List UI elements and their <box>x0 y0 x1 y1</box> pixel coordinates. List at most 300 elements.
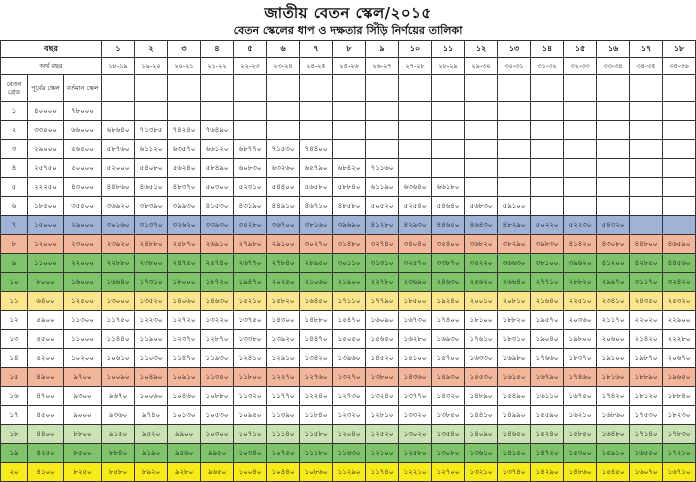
step-value-cell <box>663 159 696 178</box>
step-value-cell: ২১৪২০ <box>630 330 663 349</box>
step-value-cell: ২১১৭০ <box>597 311 630 330</box>
step-value-cell: ২৫৬২০ <box>465 273 498 292</box>
step-value-cell: ৬১১২০ <box>135 140 168 159</box>
column-label-row <box>1 75 696 102</box>
step-value-cell: ১০৫৩০ <box>201 406 234 425</box>
step-value-cell: ১৮১০০ <box>465 311 498 330</box>
step-value-cell <box>498 159 531 178</box>
step-value-cell: ১৭৪২০ <box>597 387 630 406</box>
step-value-cell: ৫২৩১০ <box>234 178 267 197</box>
step-value-cell: ১৮৮৯০ <box>630 368 663 387</box>
current-scale-cell: ১১০০০ <box>64 330 102 349</box>
step-value-cell: ১২৭০০ <box>432 463 465 482</box>
step-value-cell: ২৩৯২০ <box>102 235 135 254</box>
step-value-cell: ১৫৪৭০ <box>333 311 366 330</box>
grade-cell: ৫ <box>1 178 28 197</box>
step-number-cell: ২ <box>135 41 168 58</box>
step-value-cell: ১২৩৭০ <box>168 330 201 349</box>
step-value-cell: ১৫২৪০ <box>531 425 564 444</box>
fiscal-year-cell: ২০-২১ <box>168 58 201 75</box>
step-number-cell: ১৫ <box>564 41 597 58</box>
step-value-cell: ৫০৩০০ <box>201 178 234 197</box>
grade-row <box>1 406 696 425</box>
fiscal-year-cell: ৩২-৩৩ <box>564 58 597 75</box>
step-value-cell: ১৭৮৩০ <box>663 425 696 444</box>
step-value-cell: ১৩২৭০ <box>333 368 366 387</box>
empty-cell <box>564 75 597 102</box>
prev-scale-cell: ১২০০০ <box>28 235 64 254</box>
step-number-cell: ৮ <box>333 41 366 58</box>
step-value-cell: ১৩৬১০ <box>465 444 498 463</box>
step-value-cell: ১৫৬৫০ <box>366 330 399 349</box>
step-value-cell: ১৩৭৭০ <box>399 387 432 406</box>
step-value-cell <box>234 102 267 121</box>
step-value-cell: ৪২৮৫০ <box>630 254 663 273</box>
step-value-cell: ১৪৬৩০ <box>201 292 234 311</box>
step-value-cell: ১৩৯২০ <box>267 330 300 349</box>
step-value-cell: ১১৮৪০ <box>300 406 333 425</box>
grade-cell: ৬ <box>1 197 28 216</box>
step-value-cell: ৯১৫০ <box>102 425 135 444</box>
fiscal-label: অর্থ বছর <box>1 58 102 75</box>
step-value-cell: ১৪০৯০ <box>465 425 498 444</box>
grade-row <box>1 197 696 216</box>
step-value-cell: ১৩৭৫০ <box>234 311 267 330</box>
step-value-cell: ১৬৪৫০ <box>300 292 333 311</box>
empty-cell <box>663 75 696 102</box>
step-value-cell <box>564 102 597 121</box>
step-value-cell: ২১৯০০ <box>333 273 366 292</box>
step-value-cell: ১২২৪০ <box>300 387 333 406</box>
empty-cell <box>168 75 201 102</box>
grade-row <box>1 121 696 140</box>
grade-cell: ৪ <box>1 159 28 178</box>
step-value-cell: ১৪৩৬০ <box>399 368 432 387</box>
step-value-cell <box>234 121 267 140</box>
step-value-cell: ৪১৪২০ <box>564 235 597 254</box>
step-value-cell: ১৬৭৩০ <box>399 311 432 330</box>
step-value-cell: ৩২৭৪০ <box>366 235 399 254</box>
step-value-cell: ৫০২২০ <box>531 216 564 235</box>
step-value-cell: ১৭৬৬০ <box>531 349 564 368</box>
step-value-cell <box>630 159 663 178</box>
step-value-cell: ৩৯৯৩০ <box>168 197 201 216</box>
step-value-cell: ৪১২৮০ <box>366 216 399 235</box>
step-value-cell: ১৪১৫০ <box>498 444 531 463</box>
step-value-cell: ১৫৪৫০ <box>597 463 630 482</box>
grade-row <box>1 463 696 482</box>
step-value-cell: ৩৬৬৩০ <box>498 254 531 273</box>
step-value-cell: ৩৪০৪০ <box>399 235 432 254</box>
step-value-cell: ১৪৪১০ <box>465 406 498 425</box>
current-scale-cell: ১১৩০০ <box>64 311 102 330</box>
step-value-cell: ১৭৫৩০ <box>630 406 663 425</box>
empty-cell <box>102 75 135 102</box>
step-value-cell: ১০৪৪০ <box>267 463 300 482</box>
step-value-cell: ৪৩১৯০ <box>234 197 267 216</box>
empty-cell <box>399 75 432 102</box>
current-scale-cell: ১২৫০০ <box>64 292 102 311</box>
step-value-cell: ১২৭২০ <box>168 311 201 330</box>
step-value-cell: ৫২২৩০ <box>564 216 597 235</box>
step-value-cell: ৫৮৭৬০ <box>102 140 135 159</box>
step-value-cell: ১৩৩২০ <box>399 406 432 425</box>
step-value-cell: ১১৩৯০ <box>267 406 300 425</box>
grade-row <box>1 254 696 273</box>
step-value-cell <box>564 140 597 159</box>
step-value-cell: ৩৮১০০ <box>531 254 564 273</box>
step-value-cell: ২৪৮৮০ <box>135 235 168 254</box>
step-value-cell: ১৯১০০ <box>597 349 630 368</box>
grade-cell: ১৮ <box>1 425 28 444</box>
step-value-cell <box>498 178 531 197</box>
grade-cell: ১৯ <box>1 444 28 463</box>
step-value-cell: ১১৯০০ <box>135 330 168 349</box>
step-value-cell: ১০৮৮০ <box>201 387 234 406</box>
step-value-cell: ১৬৮৬০ <box>597 406 630 425</box>
step-value-cell: ১২৫২০ <box>366 425 399 444</box>
fiscal-year-cell: ৩৫-৩৬ <box>663 58 696 75</box>
step-value-cell: ৩৩৮৭০ <box>432 254 465 273</box>
step-value-cell <box>135 102 168 121</box>
step-value-cell: ১৫৭০০ <box>432 349 465 368</box>
step-value-cell: ১৪৮৮০ <box>300 311 333 330</box>
step-value-cell: ২৩৪১০ <box>597 292 630 311</box>
step-header-row <box>1 41 696 58</box>
step-value-cell: ১৪০৬০ <box>168 292 201 311</box>
step-value-cell: ৩১৩৭০ <box>135 216 168 235</box>
step-number-cell: ৭ <box>300 41 333 58</box>
step-value-cell <box>201 102 234 121</box>
step-value-cell: ১১৩৫০ <box>201 368 234 387</box>
step-value-cell: ১৯৮০০ <box>564 330 597 349</box>
prev-scale-cell: ২৫৭৫০ <box>28 159 64 178</box>
grade-cell: ২ <box>1 121 28 140</box>
step-number-cell: ১১ <box>432 41 465 58</box>
step-value-cell: ৪৮২৯০ <box>498 216 531 235</box>
step-value-cell <box>597 121 630 140</box>
current-scale-cell: ২২০০০ <box>64 254 102 273</box>
grade-row <box>1 311 696 330</box>
step-value-cell: ৬৬১৮০ <box>432 178 465 197</box>
step-value-cell: ১৪২৯০ <box>531 463 564 482</box>
step-value-cell <box>102 102 135 121</box>
step-value-cell: ১৮৫০০ <box>399 292 432 311</box>
step-value-cell <box>630 216 663 235</box>
year-label: বছর <box>1 41 102 58</box>
step-number-cell: ১৩ <box>498 41 531 58</box>
step-value-cell: ১৩৮৫০ <box>432 406 465 425</box>
empty-cell <box>234 75 267 102</box>
step-value-cell: ২৫৩২০ <box>663 292 696 311</box>
step-value-cell: ২৭৮৪০ <box>267 254 300 273</box>
step-value-cell: ৪৪৯১০ <box>267 197 300 216</box>
prev-scale-cell: ১৫০০০ <box>28 216 64 235</box>
step-value-cell: ১১৭৪০ <box>366 463 399 482</box>
step-value-cell: ২০৮১০ <box>498 292 531 311</box>
step-value-cell: ১০৩০০ <box>201 425 234 444</box>
prev-scale-cell: ৫৫০০ <box>28 330 64 349</box>
step-value-cell: ১৬৪৮০ <box>597 425 630 444</box>
step-value-cell: ১১৯৩০ <box>201 349 234 368</box>
step-value-cell: ২৯৯৭০ <box>597 273 630 292</box>
step-value-cell: ১০০৪০ <box>234 463 267 482</box>
step-value-cell: ২২৯০০ <box>663 311 696 330</box>
grade-cell: ১৫ <box>1 368 28 387</box>
step-value-cell: ২৭৯৮০ <box>234 235 267 254</box>
step-value-cell: ১৩০৮০ <box>432 444 465 463</box>
step-value-cell: ৯২৮০ <box>168 463 201 482</box>
fiscal-year-row <box>1 58 696 75</box>
step-value-cell: ১৫১০০ <box>399 349 432 368</box>
step-value-cell: ১৩৭৪০ <box>498 463 531 482</box>
grade-row <box>1 330 696 349</box>
step-value-cell: ৪১৫৩০ <box>201 197 234 216</box>
step-value-cell <box>630 102 663 121</box>
step-value-cell <box>531 159 564 178</box>
step-number-cell: ১৬ <box>597 41 630 58</box>
empty-cell <box>531 75 564 102</box>
step-value-cell: ৩২৫৭০ <box>399 254 432 273</box>
step-value-cell: ২৫৭৪০ <box>201 254 234 273</box>
step-value-cell: ১৫৪৯০ <box>498 387 531 406</box>
step-value-cell: ১২০৪০ <box>333 425 366 444</box>
step-value-cell: ১৬২১০ <box>564 406 597 425</box>
fiscal-year-cell: ২১-২২ <box>201 58 234 75</box>
step-value-cell: ১১১৪০ <box>267 425 300 444</box>
current-scale-cell: ৮৫০০ <box>64 444 102 463</box>
step-value-cell: ৫৬২৪০ <box>168 159 201 178</box>
empty-cell <box>498 75 531 102</box>
fiscal-year-cell: ৩১-৩২ <box>531 58 564 75</box>
step-value-cell: ২১৬৪০ <box>531 292 564 311</box>
step-value-cell: ১৮১৬০ <box>597 368 630 387</box>
grade-cell: ৭ <box>1 216 28 235</box>
page-title: জাতীয় বেতন স্কেল/২০১৫ <box>264 4 432 22</box>
prev-scale-cell: ২২২৫০ <box>28 178 64 197</box>
step-value-cell: ৪৬৫৯০ <box>663 235 696 254</box>
step-value-cell: ১৬৬৪০ <box>102 273 135 292</box>
prev-scale-cell: ১১০০০ <box>28 254 64 273</box>
step-value-cell <box>465 121 498 140</box>
step-value-cell: ১৭৬১০ <box>465 330 498 349</box>
step-value-cell <box>663 216 696 235</box>
step-value-cell: ৩৫৪০০ <box>432 235 465 254</box>
step-number-cell: ৫ <box>234 41 267 58</box>
step-value-cell <box>564 197 597 216</box>
step-value-cell: ৫৮৮৪০ <box>333 178 366 197</box>
step-value-cell: ১৯২৪০ <box>432 292 465 311</box>
grade-cell: ২০ <box>1 463 28 482</box>
step-value-cell: ২৩৬৯০ <box>399 273 432 292</box>
step-value-cell <box>267 121 300 140</box>
step-value-cell <box>597 178 630 197</box>
step-value-cell <box>267 102 300 121</box>
empty-cell <box>135 75 168 102</box>
step-value-cell: ৩২৪২০ <box>663 273 696 292</box>
prev-scale-cell: ৪১০০ <box>28 463 64 482</box>
current-scale-cell: ৪৩০০০ <box>64 178 102 197</box>
step-value-cell: ১৫২১০ <box>234 292 267 311</box>
step-value-cell: ৬৩৬৪০ <box>399 178 432 197</box>
step-value-cell: ৩৩৯৩০ <box>201 216 234 235</box>
step-value-cell <box>531 178 564 197</box>
step-value-cell: ১৬৯৩০ <box>432 330 465 349</box>
grade-row <box>1 444 696 463</box>
prev-scale-cell: ৪৯০০ <box>28 368 64 387</box>
step-value-cell: ৯৭৪০ <box>135 406 168 425</box>
empty-cell <box>432 75 465 102</box>
grade-row <box>1 387 696 406</box>
step-value-cell <box>465 102 498 121</box>
prev-scale-cell: ৪২৫০ <box>28 444 64 463</box>
step-value-cell <box>531 121 564 140</box>
step-value-cell: ১৭১৪০ <box>630 425 663 444</box>
step-value-cell: ১৪৮৯০ <box>465 387 498 406</box>
step-value-cell <box>630 197 663 216</box>
step-value-cell: ৩০১১০ <box>333 254 366 273</box>
prev-scale-label: পূর্বের স্কেল <box>28 75 64 102</box>
fiscal-year-cell: ২৭-২৮ <box>399 58 432 75</box>
step-value-cell <box>630 140 663 159</box>
step-value-cell: ১১১৮০ <box>300 444 333 463</box>
step-value-cell: ১২৩২০ <box>333 406 366 425</box>
prev-scale-cell: ৪৪০০ <box>28 425 64 444</box>
step-value-cell: ১২২১০ <box>399 463 432 482</box>
step-value-cell: ৩২৬২০ <box>168 216 201 235</box>
step-value-cell: ১৭৭৯০ <box>366 292 399 311</box>
step-value-cell <box>564 121 597 140</box>
step-value-cell: ৩৯৮৩০ <box>531 235 564 254</box>
step-value-cell: ১৩২৪০ <box>366 387 399 406</box>
grade-row <box>1 349 696 368</box>
step-value-cell: ১১৭৭০ <box>267 387 300 406</box>
step-value-cell: ১৬৯৮০ <box>498 349 531 368</box>
step-value-cell <box>630 178 663 197</box>
step-value-cell: ২৯১০০ <box>267 235 300 254</box>
step-value-cell <box>366 102 399 121</box>
step-value-cell <box>597 159 630 178</box>
prev-scale-cell: ৪০০০০ <box>28 102 64 121</box>
step-value-cell: ১৯৫৭০ <box>531 311 564 330</box>
step-value-cell: ১২১০০ <box>366 444 399 463</box>
empty-cell <box>630 75 663 102</box>
step-value-cell: ৪৪৬৫০ <box>432 216 465 235</box>
grade-row <box>1 368 696 387</box>
step-value-cell <box>498 140 531 159</box>
fiscal-year-cell: ৩৪-৩৫ <box>630 58 663 75</box>
step-value-cell: ৪১২০০ <box>597 254 630 273</box>
step-value-cell <box>597 197 630 216</box>
step-value-cell: ১৪৭২০ <box>531 444 564 463</box>
step-value-cell: ৯৬৭০ <box>102 387 135 406</box>
prev-scale-cell: ৫৯০০ <box>28 311 64 330</box>
step-value-cell: ২৪৭৫০ <box>168 254 201 273</box>
current-scale-cell: ৯৭০০ <box>64 368 102 387</box>
step-value-cell: ১২৪১০ <box>234 349 267 368</box>
grade-row <box>1 178 696 197</box>
step-value-cell: ১২৯১০ <box>267 349 300 368</box>
step-value-cell: ৯৯৫০ <box>201 444 234 463</box>
step-value-cell: ৫৪৪০০ <box>267 178 300 197</box>
step-value-cell: ১১৬৩০ <box>333 444 366 463</box>
step-value-cell <box>432 140 465 159</box>
fiscal-year-cell: ১৮-১৯ <box>102 58 135 75</box>
step-value-cell <box>399 140 432 159</box>
step-value-cell: ১৭১১০ <box>333 292 366 311</box>
step-value-cell: ১১৭৫০ <box>102 311 135 330</box>
empty-cell <box>465 75 498 102</box>
step-value-cell: ৮৫৮০ <box>102 463 135 482</box>
step-value-cell: ১১৫৮০ <box>300 425 333 444</box>
step-value-cell: ১০০৬০ <box>135 387 168 406</box>
grade-row <box>1 235 696 254</box>
current-scale-cell: ৯০০০ <box>64 406 102 425</box>
step-value-cell: ৩১৪৮০ <box>333 235 366 254</box>
step-value-cell: ৩১৩১০ <box>366 254 399 273</box>
fiscal-year-cell: ২৬-২৭ <box>366 58 399 75</box>
prev-scale-cell: ৫২০০ <box>28 349 64 368</box>
step-value-cell: ১১৪৪০ <box>102 330 135 349</box>
current-scale-cell: ৩৫৫০০ <box>64 197 102 216</box>
grade-row <box>1 102 696 121</box>
step-value-cell: ৫২৫৪০ <box>399 197 432 216</box>
step-value-cell: ১৩৯৬০ <box>333 349 366 368</box>
step-value-cell: ৪৬৭১০ <box>300 197 333 216</box>
step-value-cell: ৭১৩৮৫ <box>135 121 168 140</box>
step-value-cell: ২০০১০ <box>465 292 498 311</box>
step-value-cell: ১৪৮৬০ <box>564 463 597 482</box>
step-value-cell: ১০৭১০ <box>234 425 267 444</box>
step-value-cell: ৮৮৪০ <box>102 444 135 463</box>
step-value-cell: ৭১৫৩০ <box>267 140 300 159</box>
step-value-cell: ২৬৭৭০ <box>234 254 267 273</box>
step-value-cell: ৫৮৪৯০ <box>201 159 234 178</box>
step-value-cell: ১৮১২০ <box>630 387 663 406</box>
step-value-cell: ১৩৪২০ <box>300 349 333 368</box>
step-value-cell: ৩৬৯২০ <box>102 197 135 216</box>
step-value-cell: ৩১১৭০ <box>630 273 663 292</box>
step-value-cell: ৬৮৬৪০ <box>102 121 135 140</box>
step-value-cell: ৩৫২২০ <box>465 254 498 273</box>
step-value-cell: ২৪৩৫০ <box>630 292 663 311</box>
step-value-cell: ১২৭৬০ <box>300 368 333 387</box>
step-value-cell: ১৫০৫০ <box>333 330 366 349</box>
step-value-cell: ১৮২৩০ <box>663 406 696 425</box>
current-scale-cell: ৫০০০০ <box>64 159 102 178</box>
step-value-cell: ১৯৬৫০ <box>663 368 696 387</box>
step-value-cell: ১৫৯১০ <box>597 444 630 463</box>
step-value-cell: ২৭৭১০ <box>531 273 564 292</box>
step-number-cell: ১০ <box>399 41 432 58</box>
step-value-cell: ১৭৩১০ <box>135 273 168 292</box>
step-value-cell: ১৩৫৪০ <box>432 425 465 444</box>
step-value-cell: ২০২৫০ <box>267 273 300 292</box>
grade-row <box>1 292 696 311</box>
step-value-cell: ৫৬৮৩০ <box>465 197 498 216</box>
step-value-cell: ১৭২১০ <box>663 444 696 463</box>
step-value-cell: ১৮৮৪০ <box>663 387 696 406</box>
step-value-cell: ৪৪৮৬০ <box>102 178 135 197</box>
step-number-cell: ১৪ <box>531 41 564 58</box>
step-value-cell: ১৮৩৭০ <box>564 349 597 368</box>
step-value-cell: ১০৮৬০ <box>300 463 333 482</box>
step-value-cell: ২১০৬০ <box>300 273 333 292</box>
step-number-cell: ৯ <box>366 41 399 58</box>
step-value-cell: ১৫৫৩০ <box>465 368 498 387</box>
step-value-cell <box>498 102 531 121</box>
step-value-cell: ১০৯১০ <box>168 368 201 387</box>
